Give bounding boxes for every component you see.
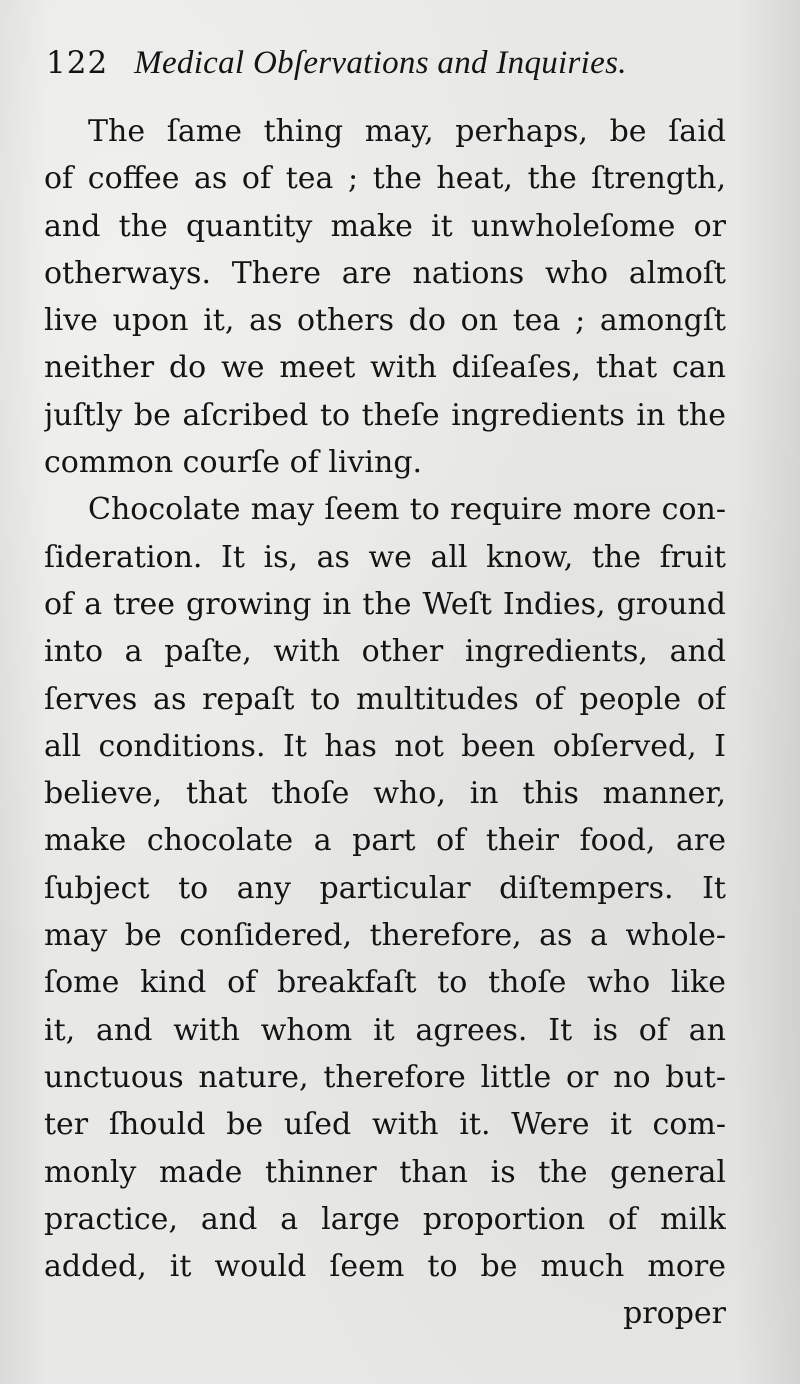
text-line: and the quantity make it unwholeſome or	[44, 208, 726, 244]
text-line: of a tree growing in the Weſt Indies, ground	[44, 586, 726, 622]
running-title: Medical Obſervations and Inquiries.	[134, 45, 627, 81]
running-head	[46, 38, 686, 88]
text-line: neither do we meet with diſeaſes, that can	[44, 350, 726, 386]
text-line: juſtly be aſcribed to theſe ingredients in the	[44, 397, 726, 433]
body-text	[44, 108, 726, 1338]
text-line: practice, and a large proportion of milk	[44, 1201, 726, 1237]
text-line: ſerves as repaſt to multitudes of people of	[44, 681, 726, 717]
text-line: unctuous nature, therefore little or no but-	[44, 1059, 726, 1095]
text-line: Chocolate may ſeem to require more con-	[88, 492, 726, 528]
text-line: otherways. There are nations who almoſt	[44, 255, 726, 291]
text-line: ſubject to any particular diſtempers. It	[44, 870, 726, 906]
text-line: all conditions. It has not been obſerved, I	[44, 728, 726, 764]
text-line: believe, that thoſe who, in this manner,	[44, 776, 726, 812]
text-line: into a paſte, with other ingredients, and	[44, 634, 726, 670]
page-number: 122	[46, 45, 109, 81]
text-line: added, it would ſeem to be much more	[44, 1249, 726, 1285]
text-line: live upon it, as others do on tea ; amongſt	[44, 303, 726, 339]
text-line: monly made thinner than is the general	[44, 1154, 726, 1190]
text-line: ſome kind of breakfaſt to thoſe who like	[44, 965, 726, 1001]
text-line: common courſe of living.	[44, 445, 423, 481]
text-line: make chocolate a part of their food, are	[44, 823, 726, 859]
text-line: may be conſidered, therefore, as a whole-	[44, 918, 726, 954]
text-line: of coffee as of tea ; the heat, the ſtrength,	[44, 161, 726, 197]
text-line: it, and with whom it agrees. It is of an	[44, 1012, 726, 1048]
text-line: The ſame thing may, perhaps, be ſaid	[88, 114, 726, 149]
catchword: proper	[623, 1296, 726, 1332]
text-line: ſideration. It is, as we all know, the fruit	[44, 539, 726, 575]
text-line: ter ſhould be uſed with it. Were it com-	[44, 1107, 726, 1143]
